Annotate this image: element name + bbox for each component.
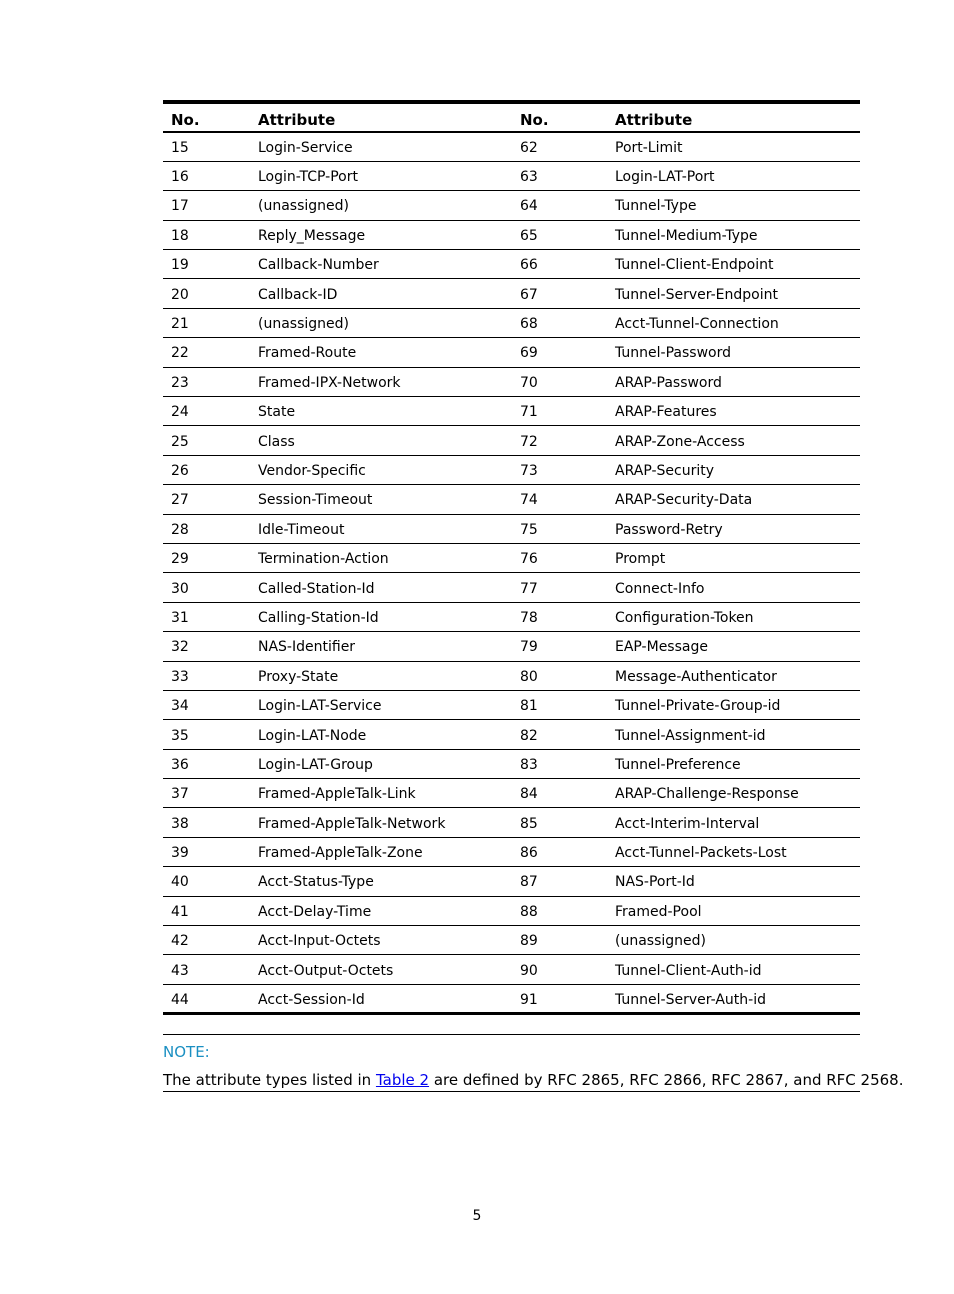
cell-no-left: 38 [163, 808, 250, 837]
table-row [163, 867, 860, 896]
cell-no-left: 24 [163, 397, 250, 426]
cell-attribute-right: Tunnel-Private-Group-id [607, 690, 860, 719]
note-text-before: The attribute types listed in [163, 1071, 376, 1089]
table-row [163, 543, 860, 572]
cell-attribute-right: Tunnel-Password [607, 338, 860, 367]
cell-no-left: 36 [163, 749, 250, 778]
cell-no-left: 43 [163, 955, 250, 984]
cell-attribute-left: Called-Station-Id [250, 573, 512, 602]
cell-no-right: 69 [512, 338, 607, 367]
table-row [163, 779, 860, 808]
cell-no-right: 64 [512, 191, 607, 220]
header-no-left: No. [163, 102, 250, 132]
table-row [163, 455, 860, 484]
cell-attribute-right: EAP-Message [607, 632, 860, 661]
page-number: 5 [472, 1208, 482, 1224]
cell-attribute-left: Callback-ID [250, 279, 512, 308]
cell-no-right: 80 [512, 661, 607, 690]
cell-attribute-right: Acct-Tunnel-Connection [607, 308, 860, 337]
cell-attribute-right: ARAP-Security [607, 455, 860, 484]
table-row [163, 132, 860, 161]
cell-attribute-left: State [250, 397, 512, 426]
cell-no-right: 84 [512, 779, 607, 808]
cell-attribute-right: Tunnel-Server-Auth-id [615, 991, 766, 1008]
cell-attribute-right: Tunnel-Server-Endpoint [607, 279, 860, 308]
table-row [163, 191, 860, 220]
cell-no-left: 34 [163, 690, 250, 719]
table-row [163, 573, 860, 602]
cell-attribute-left: (unassigned) [250, 191, 512, 220]
cell-attribute-right: Tunnel-Preference [607, 749, 860, 778]
cell-no-right: 82 [512, 720, 607, 749]
cell-attribute-left: Vendor-Specific [250, 455, 512, 484]
cell-no-right: 83 [512, 749, 607, 778]
cell-no-left: 26 [163, 455, 250, 484]
cell-no-left: 37 [163, 779, 250, 808]
table-row [163, 279, 860, 308]
table-row [163, 984, 860, 1013]
cell-no-left: 30 [163, 573, 250, 602]
cell-attribute-right: Message-Authenticator [607, 661, 860, 690]
cell-attribute-left: Login-Service [250, 132, 512, 161]
cell-attribute-left: Login-LAT-Node [250, 720, 512, 749]
cell-attribute-left: Acct-Session-Id [258, 991, 365, 1008]
table-row [163, 485, 860, 514]
table-row [163, 926, 860, 955]
attribute-table [163, 100, 860, 1015]
table-row [163, 720, 860, 749]
cell-no-left: 15 [163, 132, 250, 161]
table-row [163, 161, 860, 190]
cell-no-right: 86 [512, 837, 607, 866]
cell-attribute-left: (unassigned) [250, 308, 512, 337]
cell-no-right: 74 [512, 485, 607, 514]
table-row [163, 749, 860, 778]
table-row [163, 220, 860, 249]
cell-attribute-right: ARAP-Zone-Access [607, 426, 860, 455]
cell-no-left: 44 [171, 991, 189, 1008]
table-row [163, 955, 860, 984]
cell-attribute-right: Tunnel-Assignment-id [607, 720, 860, 749]
cell-attribute-left: Reply_Message [250, 220, 512, 249]
table-2-link[interactable]: Table 2 [375, 1071, 430, 1089]
cell-attribute-left: Framed-AppleTalk-Zone [250, 837, 512, 866]
table-row [163, 250, 860, 279]
cell-attribute-right: Acct-Interim-Interval [607, 808, 860, 837]
cell-attribute-left: Acct-Output-Octets [250, 955, 512, 984]
table-row [163, 837, 860, 866]
cell-attribute-right: Password-Retry [607, 514, 860, 543]
header-no-right: No. [512, 102, 607, 132]
cell-no-right: 73 [512, 455, 607, 484]
cell-attribute-left: Termination-Action [250, 543, 512, 572]
cell-no-right: 71 [512, 397, 607, 426]
cell-no-right: 72 [512, 426, 607, 455]
table-row [163, 661, 860, 690]
cell-no-right: 77 [512, 573, 607, 602]
cell-no-left: 17 [163, 191, 250, 220]
cell-attribute-right: ARAP-Password [607, 367, 860, 396]
cell-no-right: 66 [512, 250, 607, 279]
cell-no-left: 28 [163, 514, 250, 543]
table-row [163, 367, 860, 396]
cell-attribute-right: ARAP-Security-Data [607, 485, 860, 514]
cell-attribute-left: Idle-Timeout [250, 514, 512, 543]
cell-attribute-left: Framed-IPX-Network [250, 367, 512, 396]
cell-no-left: 31 [163, 602, 250, 631]
note-text-after: are defined by RFC 2865, RFC 2866, RFC 2867, and RFC 2568. [429, 1071, 904, 1089]
cell-no-right: 76 [512, 543, 607, 572]
cell-attribute-right: Port-Limit [607, 132, 860, 161]
cell-no-left: 18 [163, 220, 250, 249]
cell-no-right: 85 [512, 808, 607, 837]
table-header-row [163, 102, 860, 132]
cell-no-right: 90 [512, 955, 607, 984]
table-row [163, 514, 860, 543]
cell-attribute-left: Framed-AppleTalk-Network [250, 808, 512, 837]
table-row [163, 808, 860, 837]
cell-attribute-left: Proxy-State [250, 661, 512, 690]
cell-no-left: 19 [163, 250, 250, 279]
table-row [163, 896, 860, 925]
cell-no-left: 16 [163, 161, 250, 190]
cell-attribute-left: Calling-Station-Id [250, 602, 512, 631]
cell-no-left: 41 [163, 896, 250, 925]
cell-attribute-left: Acct-Delay-Time [250, 896, 512, 925]
cell-no-left: 22 [163, 338, 250, 367]
cell-attribute-left: Acct-Status-Type [250, 867, 512, 896]
cell-attribute-right: ARAP-Features [607, 397, 860, 426]
cell-attribute-left: Framed-AppleTalk-Link [250, 779, 512, 808]
cell-no-left: 39 [163, 837, 250, 866]
cell-no-left: 35 [163, 720, 250, 749]
note-text [163, 1071, 903, 1089]
cell-no-right: 63 [512, 161, 607, 190]
cell-attribute-right: (unassigned) [607, 926, 860, 955]
cell-attribute-right: Tunnel-Client-Auth-id [607, 955, 860, 984]
cell-attribute-left: Callback-Number [250, 250, 512, 279]
cell-no-left: 21 [163, 308, 250, 337]
cell-no-left: 40 [163, 867, 250, 896]
cell-no-right: 75 [512, 514, 607, 543]
cell-no-right: 70 [512, 367, 607, 396]
cell-attribute-left: Login-TCP-Port [250, 161, 512, 190]
cell-attribute-left: Login-LAT-Service [250, 690, 512, 719]
cell-no-left: 20 [163, 279, 250, 308]
cell-attribute-right: Tunnel-Type [607, 191, 860, 220]
note-label: NOTE: [163, 1043, 210, 1061]
cell-attribute-right: Connect-Info [607, 573, 860, 602]
cell-attribute-right: Tunnel-Client-Endpoint [607, 250, 860, 279]
cell-attribute-right: Acct-Tunnel-Packets-Lost [607, 837, 860, 866]
cell-attribute-left: Class [250, 426, 512, 455]
note-box [163, 1034, 904, 1092]
cell-no-right: 67 [512, 279, 607, 308]
cell-no-left: 23 [163, 367, 250, 396]
table-body [163, 132, 860, 1014]
cell-no-right: 65 [512, 220, 607, 249]
cell-no-left: 33 [163, 661, 250, 690]
cell-no-right: 62 [512, 132, 607, 161]
cell-no-left: 42 [163, 926, 250, 955]
table-row [163, 338, 860, 367]
cell-attribute-left: Session-Timeout [250, 485, 512, 514]
cell-no-right: 89 [512, 926, 607, 955]
cell-no-left: 27 [163, 485, 250, 514]
cell-attribute-left: Login-LAT-Group [250, 749, 512, 778]
table-row [163, 632, 860, 661]
cell-attribute-right: Login-LAT-Port [607, 161, 860, 190]
table-row [163, 602, 860, 631]
cell-no-right: 81 [512, 690, 607, 719]
cell-no-right: 87 [512, 867, 607, 896]
cell-attribute-right: Prompt [607, 543, 860, 572]
cell-attribute-right: Framed-Pool [607, 896, 860, 925]
cell-attribute-right: NAS-Port-Id [607, 867, 860, 896]
table-row [163, 690, 860, 719]
header-attribute-left: Attribute [250, 102, 512, 132]
cell-no-right: 91 [520, 991, 538, 1008]
table-row [163, 397, 860, 426]
cell-attribute-left: NAS-Identifier [250, 632, 512, 661]
cell-no-left: 29 [163, 543, 250, 572]
table-row [163, 308, 860, 337]
cell-no-right: 78 [512, 602, 607, 631]
cell-attribute-right: Tunnel-Medium-Type [607, 220, 860, 249]
cell-attribute-left: Framed-Route [250, 338, 512, 367]
cell-no-right: 79 [512, 632, 607, 661]
cell-no-left: 25 [163, 426, 250, 455]
cell-no-right: 68 [512, 308, 607, 337]
cell-attribute-right: Configuration-Token [607, 602, 860, 631]
cell-attribute-right: ARAP-Challenge-Response [607, 779, 860, 808]
cell-attribute-left: Acct-Input-Octets [250, 926, 512, 955]
table-row [163, 426, 860, 455]
cell-no-right: 88 [512, 896, 607, 925]
cell-no-left: 32 [163, 632, 250, 661]
header-attribute-right: Attribute [607, 102, 860, 132]
